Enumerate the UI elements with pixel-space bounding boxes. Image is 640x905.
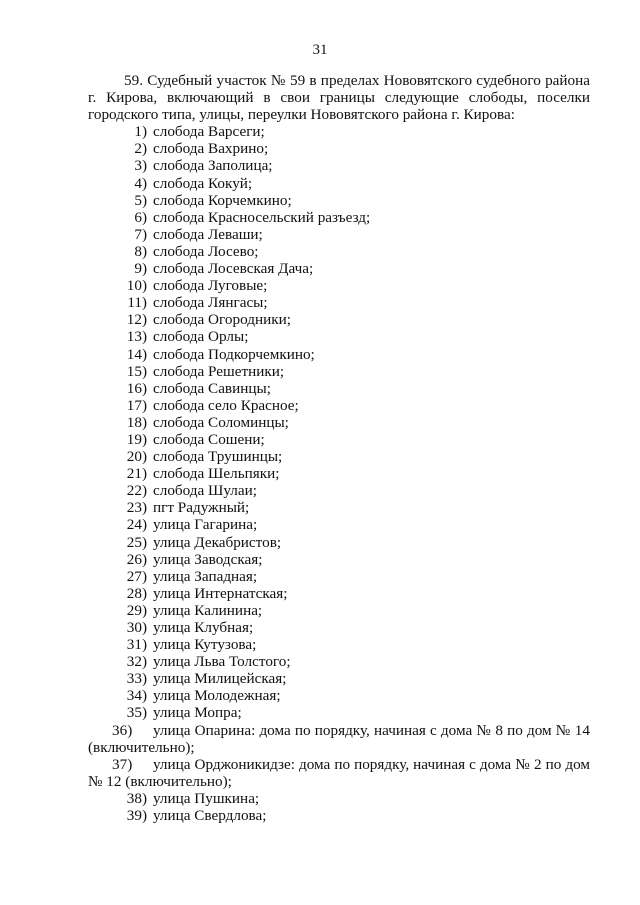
list-item-number: 20) (126, 448, 147, 466)
list-item-text: улица Интернатская; (153, 584, 288, 602)
list-item (88, 704, 590, 721)
list-item-number: 26) (126, 550, 147, 568)
list-item-number: 10) (126, 277, 147, 295)
list-item-text: слобода Савинцы; (153, 379, 271, 397)
list-item-number: 33) (126, 670, 147, 688)
list-item (88, 516, 590, 533)
list-item (88, 636, 590, 653)
list-item-text: слобода село Красное; (153, 396, 299, 414)
list-item-text: улица Опарина: дома по порядку, начиная с дома № 8 по дом № 14 (включительно); (88, 721, 590, 756)
list-item-number: 24) (126, 516, 147, 534)
list-item-text: слобода Луговые; (153, 277, 268, 295)
list-item (88, 790, 590, 807)
district-list (88, 123, 590, 721)
list-item-number: 22) (126, 482, 147, 500)
list-item-text: слобода Корчемкино; (153, 191, 292, 209)
list-item-text: улица Милицейская; (153, 670, 287, 688)
list-item-text: слобода Заполица; (153, 157, 273, 175)
list-item-text: слобода Огородники; (153, 311, 291, 329)
list-item-text: пгт Радужный; (153, 499, 250, 517)
list-item-number: 29) (126, 601, 147, 619)
list-item-text: улица Калинина; (153, 601, 263, 619)
list-item-number: 14) (126, 345, 147, 363)
list-item (88, 602, 590, 619)
list-item-number: 35) (126, 704, 147, 722)
list-item-text: слобода Кокуй; (153, 174, 253, 192)
list-item-text: улица Гагарина; (153, 516, 258, 534)
list-item (88, 414, 590, 431)
list-item (88, 482, 590, 499)
list-item-text: слобода Варсеги; (153, 123, 265, 141)
list-item-text: улица Пушкина; (153, 789, 260, 807)
list-item-text: слобода Сошени; (153, 430, 265, 448)
list-item-text: слобода Лосево; (153, 242, 259, 260)
intro-paragraph: 59. Судебный участок № 59 в пределах Нововятского судебного района г. Кирова, включающий в свои границы следующие слободы, поселки городского типа, улицы, переулки Нововятского района г. Кирова: (88, 72, 590, 124)
list-item (88, 653, 590, 670)
list-item (88, 687, 590, 704)
list-item-text: улица Молодежная; (153, 687, 281, 705)
list-item (88, 123, 590, 140)
list-item-number: 7) (134, 225, 147, 243)
list-item-number: 12) (126, 311, 147, 329)
list-item (88, 294, 590, 311)
list-item-number: 17) (126, 396, 147, 414)
list-item-text: слобода Шельпяки; (153, 465, 280, 483)
list-item-text: улица Кутузова; (153, 636, 257, 654)
list-item (88, 157, 590, 174)
list-item-number: 2) (134, 140, 147, 158)
list-item (88, 431, 590, 448)
list-item-number: 8) (134, 242, 147, 260)
list-item (88, 568, 590, 585)
list-item-number: 37) (112, 755, 133, 773)
list-item-text: слобода Леваши; (153, 225, 263, 243)
list-item-number: 19) (126, 430, 147, 448)
list-item-number: 15) (126, 362, 147, 380)
list-item-number: 11) (127, 294, 147, 312)
list-item-number: 38) (126, 789, 147, 807)
list-item (88, 756, 590, 790)
list-item-text: слобода Вахрино; (153, 140, 269, 158)
list-item (88, 380, 590, 397)
list-item-text: слобода Соломинцы; (153, 413, 289, 431)
list-item (88, 534, 590, 551)
list-item-number: 25) (126, 533, 147, 551)
list-item-number: 31) (126, 636, 147, 654)
list-item-number: 18) (126, 413, 147, 431)
list-item-number: 9) (134, 260, 147, 278)
list-item (88, 397, 590, 414)
list-item (88, 363, 590, 380)
list-item-number: 36) (112, 721, 133, 739)
list-item (88, 243, 590, 260)
list-item-number: 30) (126, 619, 147, 636)
list-item-number: 39) (126, 807, 147, 825)
list-item (88, 277, 590, 294)
list-item-text: слобода Трушинцы; (153, 448, 283, 466)
list-item-number: 23) (126, 499, 147, 517)
list-item (88, 311, 590, 328)
district-list-long-items (88, 722, 590, 790)
district-list-tail (88, 790, 590, 824)
list-item-number: 13) (126, 328, 147, 346)
list-item (88, 551, 590, 568)
list-item-number: 5) (134, 191, 147, 209)
list-item-text: улица Льва Толстого; (153, 653, 291, 671)
list-item-text: слобода Решетники; (153, 362, 285, 380)
list-item-number: 6) (134, 208, 147, 226)
list-item (88, 448, 590, 465)
list-item (88, 346, 590, 363)
list-item-number: 16) (126, 379, 147, 397)
list-item-text: улица Западная; (153, 567, 258, 585)
list-item-text: улица Мопра; (153, 704, 242, 722)
list-item-number: 32) (126, 653, 147, 671)
list-item-text: слобода Красносельский разъезд; (153, 208, 371, 226)
list-item-text: улица Свердлова; (153, 807, 267, 825)
page-number: 31 (312, 42, 328, 58)
list-item (88, 465, 590, 482)
list-item (88, 260, 590, 277)
list-item-text: слобода Шулаи; (153, 482, 257, 500)
list-item-number: 28) (126, 584, 147, 602)
list-item-number: 34) (126, 687, 147, 705)
list-item (88, 619, 590, 636)
list-item-number: 27) (126, 567, 147, 585)
list-item-number: 1) (134, 123, 147, 141)
list-item (88, 140, 590, 157)
list-item (88, 722, 590, 756)
list-item (88, 670, 590, 687)
list-item-number: 21) (126, 465, 147, 483)
list-item (88, 192, 590, 209)
list-item-text: улица Орджоникидзе: дома по порядку, начиная с дома № 2 по дом № 12 (включительно); (88, 755, 590, 790)
list-item (88, 499, 590, 516)
list-item (88, 175, 590, 192)
list-item-text: улица Заводская; (153, 550, 263, 568)
list-item-text: улица Клубная; (153, 619, 254, 636)
list-item-text: улица Декабристов; (153, 533, 282, 551)
list-item (88, 807, 590, 824)
list-item-number: 3) (134, 157, 147, 175)
list-item-text: слобода Подкорчемкино; (153, 345, 315, 363)
list-item (88, 585, 590, 602)
document-body (88, 72, 590, 824)
list-item-text: слобода Лосевская Дача; (153, 260, 314, 278)
list-item (88, 209, 590, 226)
list-item (88, 328, 590, 345)
list-item-text: слобода Лянгасы; (153, 294, 268, 312)
list-item (88, 226, 590, 243)
list-item-text: слобода Орлы; (153, 328, 249, 346)
list-item-number: 4) (134, 174, 147, 192)
